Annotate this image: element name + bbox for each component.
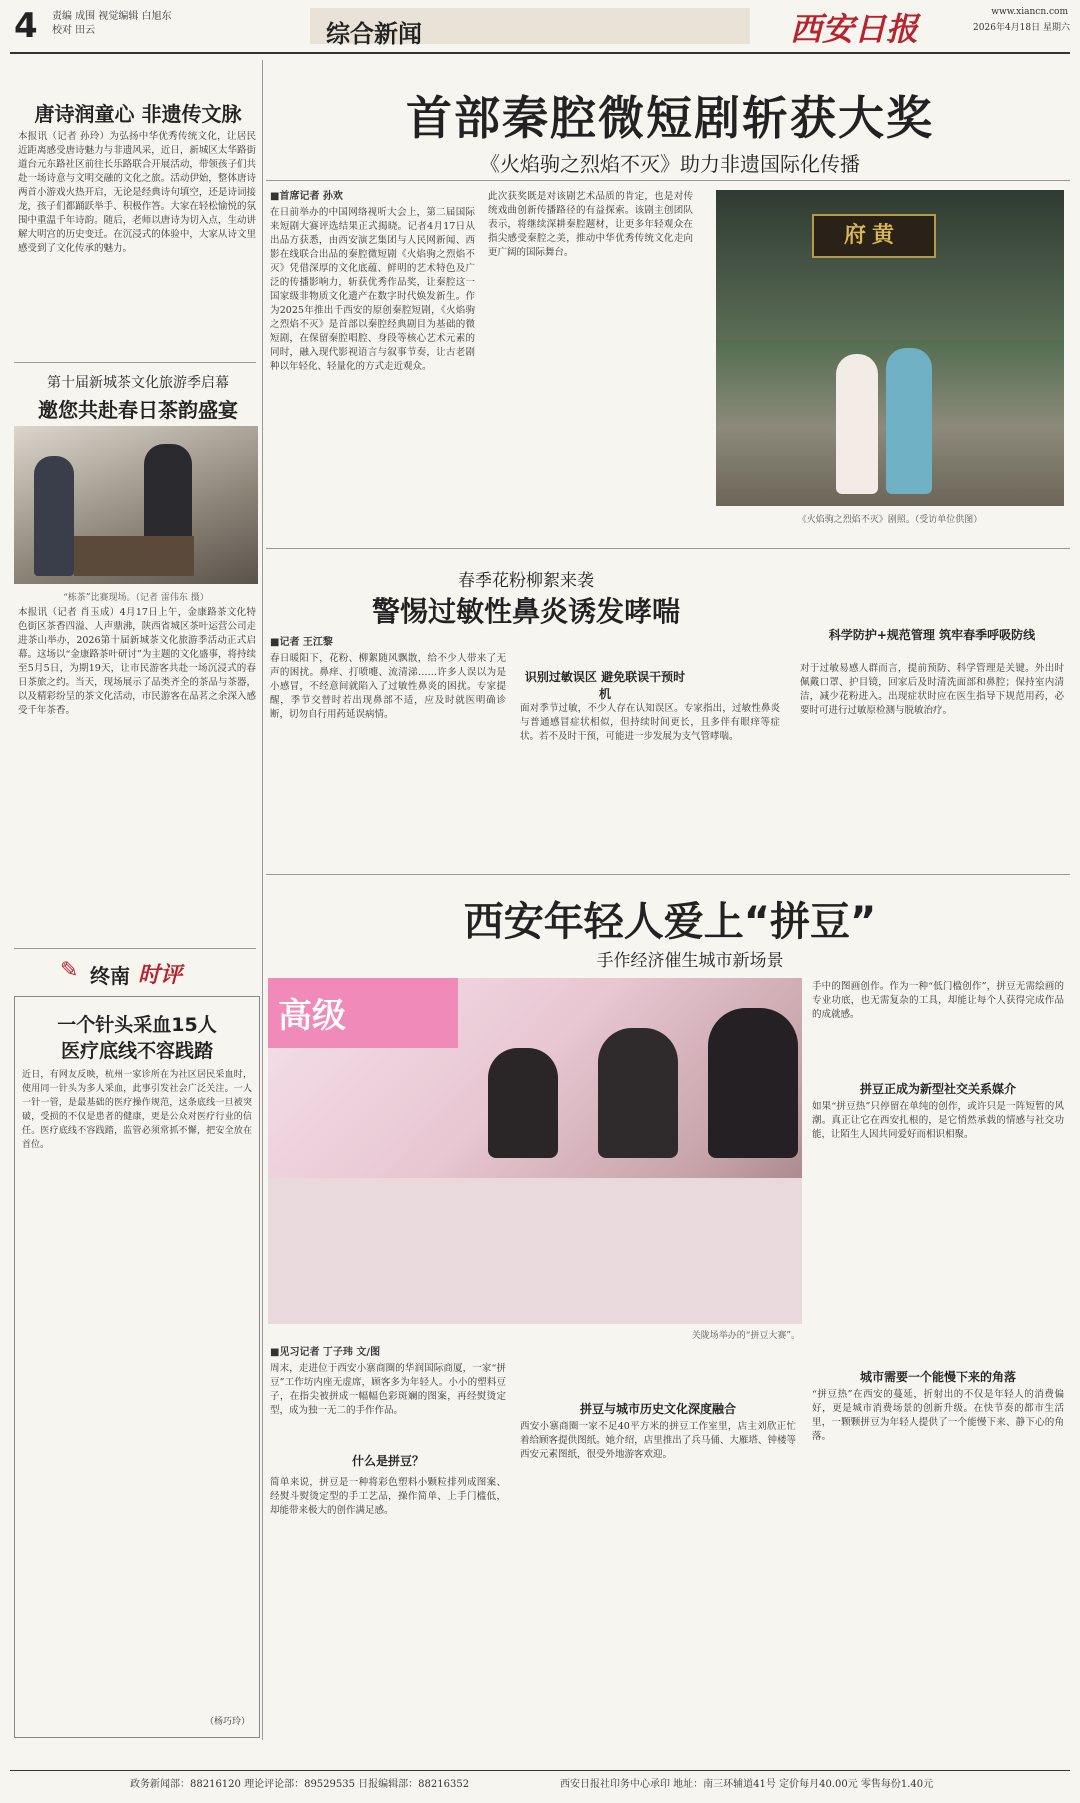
article-tea-title: 邀您共赴春日茶韵盛宴 [38,398,238,422]
left-column-divider [262,60,263,1740]
qinqiang-actor-white [836,354,878,494]
pindou-body: 周末，走进位于西安小寨商圈的华润国际商厦，一家“拼豆”工作坊内座无虚席，顾客多为年轻人。小小的塑料豆子，在指尖被拼成一幅幅色彩斑斓的图案，再经熨烫定型，成为独一无二的手作作品。 [270,1363,506,1416]
article-tang-poetry-title: 唐诗润童心 非遗传文脉 [34,102,242,126]
column-badge-left: 终南 [90,964,130,988]
qinqiang-photo-caption: 《火焰驹之烈焰不灭》剧照。（受访单位供图） [797,515,983,525]
pindou-byline: ■见习记者 丁子玮 文/图 [270,1347,381,1358]
main-subhead: 《火焰驹之烈焰不灭》助力非遗国际化传播 [480,152,860,176]
column-author: （杨巧玲） [204,1717,250,1727]
allergy-byline: ■记者 王江黎 [270,637,333,648]
pindou-subhead-2: 拼豆与城市历史文化深度融合 [579,1402,736,1416]
pindou-body-5: “拼豆热”在西安的蔓延，折射出的不仅是年轻人的消费偏好，更是城市消费场景的创新升级。在快节奏的都市生活里，一颗颗拼豆为年轻人提供了一个能慢下来、静下心的角落。 [812,1389,1064,1442]
pindou-photo-table [268,1178,802,1324]
column-badge-right: 时评 [138,962,183,988]
column-title-line-1: 一个针头采血15人 [57,1014,217,1036]
tea-photo [14,426,258,584]
footer-left: 政务新闻部：88216120 理论评论部：89529535 日报编辑部：88216352 [130,1779,470,1790]
pindou-headline: 西安年轻人爱上“拼豆” [463,899,877,945]
main-body-col-1: 在日前举办的中国网络视听大会上，第二届国际来短剧大赛评选结果正式揭晓。记者4月17日从出品方获悉，由西安演艺集团与人民网新闻、西影在线联合出品的秦腔微短剧《火焰驹之烈焰不灭》凭借深厚的文化底蕴、鲜明的艺术特色及广泛的传播影响力，斩获优秀作品奖，让秦腔这一国家级非物质文化遗产在数字时代焕发新生。作为2025年推出千西安的原创秦腔短剧，《火焰驹之烈焰不灭》是首部以秦腔经典剧目为基础的微短剧，在保留秦腔唱腔、身段等核心艺术元素的同时，融入现代影视语言与叙事节奏，让古老剧种以年轻化、轻量化的方式走近观众。 [270,207,475,372]
pindou-photo-banner-text: 高级 [278,996,346,1036]
main-rule [266,180,1070,181]
main-headline: 首部秦腔微短剧斩获大奖 [406,91,934,145]
pindou-body-4: 如果“拼豆热”只停留在单纯的创作，或许只是一阵短暂的风潮。真正让它在西安扎根的，是它悄然承载的情感与社交功能，让陌生人因共同爱好而相识相聚。 [812,1101,1064,1140]
column-title-line-2: 医疗底线不容践踏 [60,1040,213,1062]
tea-photo-caption: “栋茶”比赛现场。（记者 雷伟东 摄） [63,593,209,603]
pindou-subhead-4: 城市需要一个能慢下来的角落 [859,1370,1016,1384]
masthead-logo: 西安日报 [790,10,919,48]
section-name: 综合新闻 [326,20,422,48]
pindou-photo-person [708,1008,798,1158]
allergy-body: 春日暖阳下，花粉、柳絮随风飘散，给不少人带来了无声的困扰。鼻痒、打喷嚏、流清涕……许多人误以为是小感冒，不经意间就陷入了过敏性鼻炎的困扰。专家提醒，季节交替时若出现鼻部不适，应及时就医明确诊断，切勿自行用药延误病情。 [270,653,506,720]
allergy-subhead-1: 识别过敏误区 避免联误干预时机 [524,670,686,701]
qinqiang-photo [716,190,1064,506]
pindou-right-body: 手中的图画创作。作为一种“低门槛创作”，拼豆无需绘画的专业功底，也无需复杂的工具，却能让每个人获得完成作品的成就感。 [812,981,1064,1020]
footer-rule [10,1770,1070,1771]
pindou-photo-person [488,1048,558,1158]
allergy-bottom-rule [266,874,1070,875]
scroll-icon: ✎ [60,958,79,983]
column-badge [60,956,210,990]
article-tang-poetry-body: 本报讯（记者 孙玲）为弘扬中华优秀传统文化，让居民近距离感受唐诗魅力与非遗风采，近日，新城区太华路街道台元东路社区前往长乐路联合开展活动，带领孩子们共赴一场诗意与文明交融的文化之旅。活动伊始，整体唐诗两首小游戏火热开启，无论是经典诗句填空，还是诗词接龙，孩子们都踊跃举手、积极作答。大家在轻松愉悦的氛围中重温千年诗韵。随后，老师以唐诗为切入点，生动讲解大明宫的历史变迁。在沉浸式的体验中，大家从诗文里感受到了文化传承的魅力。 [18,131,256,254]
allergy-body-2: 面对季节过敏，不少人存在认知误区。专家指出，过敏性鼻炎与普通感冒症状相似，但持续时间更长，且多伴有眼痒等症状。若不及时干预，可能进一步发展为支气管哮喘。 [520,703,780,742]
allergy-subhead-2: 科学防护+规范管理 筑牢春季呼吸防线 [828,628,1036,642]
article-tea-kicker: 第十届新城茶文化旅游季启幕 [47,375,229,391]
left-rule-1 [14,362,256,363]
allergy-body-3: 对于过敏易感人群而言，提前预防、科学管理是关键。外出时佩戴口罩、护目镜，回家后及时清洗面部和鼻腔；保持室内清洁，减少花粉进入。出现症状时应在医生指导下规范用药，必要时可进行过敏原检测与脱敏治疗。 [800,663,1064,716]
qinqiang-photo-sign-text: 府黄 [843,223,900,248]
pindou-body-2: 简单来说，拼豆是一种将彩色塑料小颗粒排列成图案、经熨斗熨烫定型的手工艺品，操作简单、上手门槛低，却能带来极大的创作满足感。 [270,1477,506,1516]
allergy-title: 警惕过敏性鼻炎诱发哮喘 [371,595,680,628]
page-number: 4 [14,6,38,46]
qinqiang-photo-building [716,190,1064,340]
editor-line-1: 责编 成围 视觉编辑 白旭东 [52,11,172,22]
issue-date: 2026年4月18日 星期六 [973,23,1070,33]
pindou-subhead: 手作经济催生城市新场景 [596,951,784,971]
article-tea-body: 本报讯（记者 肖玉成）4月17日上午，金康路茶文化特色街区茶香四溢、人声鼎沸，陕西省城区茶叶运营公司走进茶山举办，2026第十届新城茶文化旅游季活动正式启幕。这场以“金康路茶叶研讨”为主题的文化盛事，将持续至5月5日，为期19天，让市民游客共赴一场沉浸式的春日茶旅之约。当天，现场展示了品类齐全的茶品与茶器，以及精彩纷呈的茶文化活动，市民游客在品茗之余深入感受千年茶香。 [18,607,256,716]
website: www.xiancn.com [991,7,1068,17]
main-body-col-2: 此次获奖既是对该剧艺术品质的肯定，也是对传统戏曲创新传播路径的有益探索。该剧主创团队表示，将继续深耕秦腔题材，让更多年轻观众在指尖感受秦腔之美，推动中华优秀传统文化走向更广阔的国际舞台。 [488,191,693,258]
left-rule-2 [14,948,256,949]
column-body: 近日，有网友反映，杭州一家诊所在为社区居民采血时，使用同一针头为多人采血，此事引发社会广泛关注。一人一针一管，是最基础的医疗操作规范，这条底线一旦被突破，受损的不仅是患者的健康，更是公众对医疗行业的信任。医疗底线不容践踏，监管必须常抓不懈，把安全放在首位。 [22,1070,252,1150]
main-bottom-rule [266,548,1070,549]
pindou-body-3: 西安小寨商圈一家不足40平方米的拼豆工作室里，店主刘欣正忙着给顾客提供图纸。她介绍，店里推出了兵马俑、大雁塔、钟楼等西安元素图纸，很受外地游客欢迎。 [520,1421,796,1460]
pindou-photo-caption: 关陇场举办的“拼豆大赛”。 [691,1331,800,1341]
pindou-photo [268,978,802,1324]
pindou-photo-person [598,1028,678,1158]
header-rule [10,52,1070,54]
allergy-kicker: 春季花粉柳絮来袭 [458,571,594,591]
page-header [0,0,1080,50]
main-byline: ■首席记者 孙欢 [270,191,343,202]
tea-photo-table [74,536,194,576]
pindou-subhead-3: 拼豆正成为新型社交关系媒介 [859,1082,1016,1096]
editor-line-2: 校对 田云 [52,25,96,36]
qinqiang-actor-blue [886,348,932,494]
pindou-subhead-1: 什么是拼豆？ [351,1454,424,1468]
tea-photo-person [34,456,74,576]
footer-right: 西安日报社印务中心承印 地址：南三环辅道41号 定价每月40.00元 零售每份1.40元 [560,1779,934,1790]
